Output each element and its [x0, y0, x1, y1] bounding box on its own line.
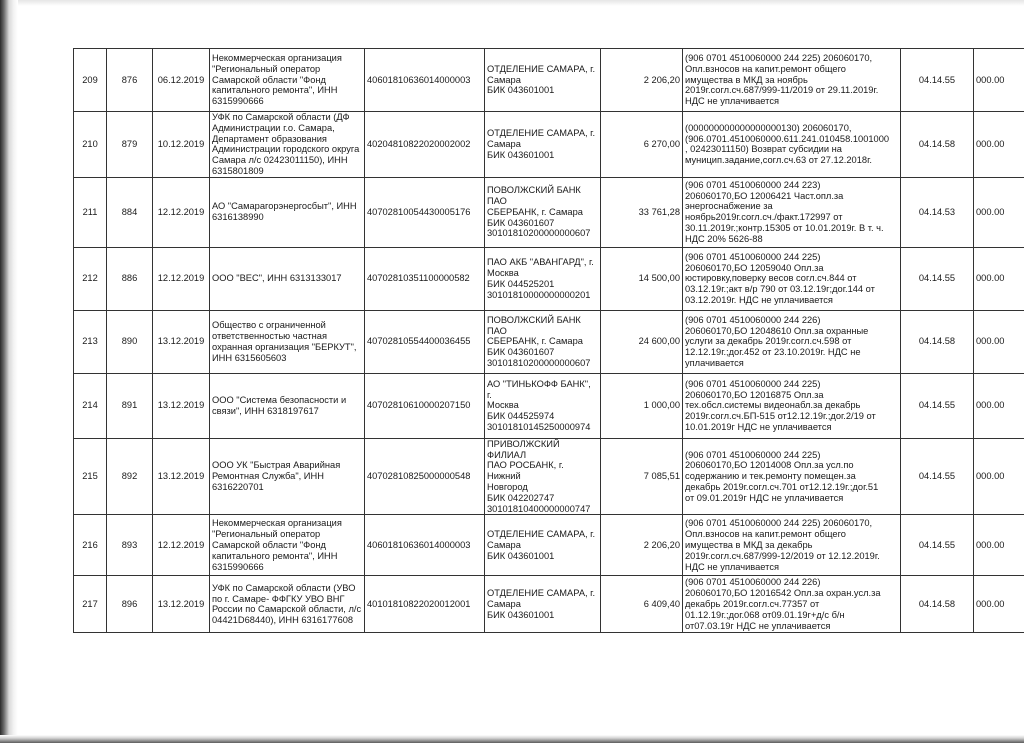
recipient-cell-line: Администрации городского округа	[212, 144, 360, 155]
document-number-cell: 886	[107, 247, 153, 310]
payment-purpose-cell-line: имущества в МКД за ноябрь	[685, 74, 808, 85]
recipient-cell-line: ООО "ВЕС", ИНН 6313133017	[212, 273, 342, 284]
document-number-cell: 893	[107, 515, 153, 576]
table-row	[74, 576, 1024, 633]
bank-cell-line: Москва	[487, 267, 519, 278]
extra-code-cell: 000.00	[974, 247, 1024, 310]
document-number-cell: 896	[107, 576, 153, 633]
extra-code-cell: 000.00	[974, 177, 1024, 247]
budget-code-cell: 04.14.58	[901, 310, 974, 373]
extra-code-cell: 000.00	[974, 310, 1024, 373]
bank-cell-line: ПОВОЛЖСКИЙ БАНК ПАО	[487, 185, 581, 207]
payment-purpose-cell-line: 206060170,БО 12048610 Опл.за охранные	[685, 325, 869, 336]
document-number-cell: 892	[107, 438, 153, 515]
scan-top-strip	[0, 0, 1024, 6]
recipient-cell-line: Департамент образования	[212, 133, 327, 144]
extra-code-cell: 000.00	[974, 49, 1024, 112]
payment-purpose-cell-line: муницип.задание,согл.сч.63 от 27.12.2018г.	[685, 155, 872, 166]
payment-date-cell: 13.12.2019	[153, 310, 210, 373]
payment-purpose-cell-line: (906 0701 4510060000 244 225) 206060170,	[685, 518, 873, 529]
bank-cell-line: Москва	[487, 400, 519, 411]
bank-cell-line: БИК 043601001	[487, 149, 555, 160]
bank-cell-line: ПРИВОЛЖСКИЙ ФИЛИАЛ	[487, 438, 560, 460]
payment-purpose-cell	[683, 112, 901, 178]
account-number-cell: 40702810054430005176	[365, 177, 485, 247]
payment-purpose-cell-line: энергоснабжение за	[685, 201, 773, 212]
payment-purpose-cell-line: 2019г.согл.сч.687/999-11/2019 от 29.11.2019г.	[685, 85, 879, 96]
bank-cell-line: 30101810400000000747	[487, 503, 591, 514]
extra-code-cell: 000.00	[974, 373, 1024, 438]
payment-purpose-cell-line: от07.03.19г НДС не уплачивается	[685, 620, 831, 631]
payment-purpose-cell-line: (906 0701 4510060000 244 225)	[685, 449, 821, 460]
amount-cell: 24 600,00	[601, 310, 683, 373]
account-number-cell: 40204810822020002002	[365, 112, 485, 178]
amount-cell: 1 000,00	[601, 373, 683, 438]
recipient-cell	[210, 310, 365, 373]
recipient-cell-line: УФК по Самарской области (УВО	[212, 582, 356, 593]
bank-cell-line: ОТДЕЛЕНИЕ САМАРА, г.	[487, 588, 596, 599]
bank-cell-line: БИК 043601001	[487, 609, 555, 620]
bank-cell-line: 30101810145250000974	[487, 421, 591, 432]
scan-left-edge	[0, 0, 18, 743]
table-row	[74, 112, 1024, 178]
table-row	[74, 247, 1024, 310]
budget-code-cell: 04.14.55	[901, 438, 974, 515]
table-row	[74, 373, 1024, 438]
account-number-cell: 40702810554400036455	[365, 310, 485, 373]
recipient-cell-line: 6315990666	[212, 561, 264, 572]
payment-purpose-cell-line: 206060170,БО 12014008 Опл.за усл.по	[685, 460, 854, 471]
payment-purpose-cell-line: 206060170,БО 12059040 Опл.за	[685, 262, 824, 273]
payment-purpose-cell-line: (000000000000000000130) 206060170,	[685, 122, 852, 133]
table-row	[74, 177, 1024, 247]
payment-purpose-cell-line: юстировку,поверку весов согл.сч.844 от	[685, 273, 857, 284]
payment-purpose-cell	[683, 576, 901, 633]
document-number-cell: 891	[107, 373, 153, 438]
payment-purpose-cell-line: 10.01.2019г НДС не уплачивается	[685, 421, 832, 432]
payment-purpose-cell-line: (906.0701.4510060000.611.241.010458.1001000	[685, 133, 890, 144]
amount-cell: 14 500,00	[601, 247, 683, 310]
recipient-cell-line: Ремонтная Служба", ИНН	[212, 471, 324, 482]
bank-cell	[485, 247, 601, 310]
payment-purpose-cell-line: 30.11.2019г.;контр.15305 от 10.01.2019г. В т. ч.	[685, 223, 884, 234]
row-number-cell: 210	[74, 112, 107, 178]
recipient-cell-line: ИНН 6315605603	[212, 352, 287, 363]
bank-cell-line: ПОВОЛЖСКИЙ БАНК ПАО	[487, 314, 581, 336]
payment-purpose-cell-line: (906 0701 4510060000 244 223)	[685, 179, 821, 190]
payment-purpose-cell-line: декабрь 2019г.согл.сч.77357 от	[685, 598, 820, 609]
bank-cell	[485, 310, 601, 373]
row-number-cell: 213	[74, 310, 107, 373]
bank-cell-line: Самара	[487, 598, 521, 609]
payment-date-cell: 13.12.2019	[153, 438, 210, 515]
extra-code-cell: 000.00	[974, 438, 1024, 515]
payment-purpose-cell-line: 2019г.согл.сч.687/999-12/2019 от 12.12.2019г.	[685, 550, 880, 561]
payment-purpose-cell	[683, 247, 901, 310]
recipient-cell	[210, 576, 365, 633]
payment-date-cell: 06.12.2019	[153, 49, 210, 112]
bank-cell-line: 30101810200000000607	[487, 357, 591, 368]
recipient-cell-line: УФК по Самарской области (ДФ	[212, 112, 350, 122]
payment-purpose-cell-line: имущества в МКД за декабрь	[685, 539, 813, 550]
recipient-cell-line: связи", ИНН 6318197617	[212, 405, 319, 416]
bank-cell-line: Самара	[487, 539, 521, 550]
bank-cell-line: БИК 043601607	[487, 217, 555, 228]
budget-code-cell: 04.14.53	[901, 177, 974, 247]
recipient-cell-line: охранная организация "БЕРКУТ",	[212, 341, 357, 352]
payment-purpose-cell-line: НДС 20% 5626-88	[685, 233, 763, 244]
bank-cell	[485, 515, 601, 576]
recipient-cell-line: "Региональный оператор	[212, 63, 321, 74]
bank-cell-line: Самара	[487, 74, 521, 85]
amount-cell: 7 085,51	[601, 438, 683, 515]
budget-code-cell: 04.14.55	[901, 515, 974, 576]
amount-cell: 2 206,20	[601, 49, 683, 112]
recipient-cell-line: Некоммерческая организация	[212, 53, 342, 63]
table-row	[74, 49, 1024, 112]
bank-cell-line: 30101810000000000201	[487, 289, 591, 300]
amount-cell: 33 761,28	[601, 177, 683, 247]
bank-cell-line: ПАО АКБ "АВАНГАРД", г.	[487, 257, 594, 268]
recipient-cell-line: ООО УК "Быстрая Аварийная	[212, 460, 341, 471]
recipient-cell-line: 6316220701	[212, 481, 264, 492]
bank-cell-line: АО "ТИНЬКОФФ БАНК", г.	[487, 378, 591, 400]
scan-bottom-edge	[0, 735, 1024, 743]
bank-cell-line: ОТДЕЛЕНИЕ САМАРА, г.	[487, 63, 596, 74]
payment-purpose-cell-line: 206060170,БО 12006421 Част.опл.за	[685, 190, 844, 201]
payment-purpose-cell	[683, 515, 901, 576]
recipient-cell	[210, 438, 365, 515]
account-number-cell: 40702810351100000582	[365, 247, 485, 310]
recipient-cell-line: ООО "Система безопасности и	[212, 394, 347, 405]
recipient-cell-line: АО "Самарагорэнергосбыт", ИНН	[212, 201, 357, 212]
bank-cell	[485, 177, 601, 247]
bank-cell-line: ОТДЕЛЕНИЕ САМАРА, г.	[487, 529, 596, 540]
recipient-cell-line: 6316138990	[212, 212, 264, 223]
payment-purpose-cell-line: (906 0701 4510060000 244 226)	[685, 577, 821, 588]
payment-purpose-cell-line: содержанию и тек.ремонту помещен.за	[685, 471, 856, 482]
recipient-cell	[210, 247, 365, 310]
budget-code-cell: 04.14.55	[901, 247, 974, 310]
table-row	[74, 438, 1024, 515]
document-number-cell: 884	[107, 177, 153, 247]
row-number-cell: 211	[74, 177, 107, 247]
payment-purpose-cell	[683, 310, 901, 373]
table-row	[74, 515, 1024, 576]
payment-purpose-cell-line: 03.12.2019г. НДС не уплачивается	[685, 294, 833, 305]
payment-date-cell: 12.12.2019	[153, 177, 210, 247]
payments-table-body	[74, 49, 1024, 633]
amount-cell: 6 409,40	[601, 576, 683, 633]
payment-purpose-cell-line: ноябрь2019г.согл.сч./факт.172997 от	[685, 212, 843, 223]
payment-purpose-cell-line: Опл.взносов на капит.ремонт общего	[685, 529, 846, 540]
payment-date-cell: 10.12.2019	[153, 112, 210, 178]
bank-cell-line: БИК 043601607	[487, 347, 555, 358]
recipient-cell-line: России по Самарской области, л/с	[212, 604, 362, 615]
recipient-cell-line: Некоммерческая организация	[212, 518, 342, 529]
payment-purpose-cell-line: декабрь 2019г.согл.сч.701 от12.12.19г.;дог.51	[685, 481, 879, 492]
recipient-cell-line: Самара л/с 02423011150), ИНН	[212, 155, 348, 166]
row-number-cell: 209	[74, 49, 107, 112]
recipient-cell-line: по г. Самаре- ФФГКУ УВО ВНГ	[212, 593, 345, 604]
recipient-cell-line: 04421D68440), ИНН 6316177608	[212, 615, 354, 626]
payment-purpose-cell-line: 206060170,БО 12016542 Опл.за охран.усл.за	[685, 588, 881, 599]
payment-purpose-cell	[683, 177, 901, 247]
row-number-cell: 216	[74, 515, 107, 576]
payment-purpose-cell-line: (906 0701 4510060000 244 226)	[685, 314, 821, 325]
bank-cell-line: БИК 044525974	[487, 411, 555, 422]
payment-purpose-cell	[683, 438, 901, 515]
budget-code-cell: 04.14.55	[901, 373, 974, 438]
payment-purpose-cell-line: (906 0701 4510060000 244 225) 206060170,	[685, 53, 873, 63]
payment-purpose-cell	[683, 49, 901, 112]
bank-cell-line: ПАО РОСБАНК, г. Нижний	[487, 460, 564, 482]
extra-code-cell: 000.00	[974, 112, 1024, 178]
recipient-cell	[210, 515, 365, 576]
document-number-cell: 876	[107, 49, 153, 112]
account-number-cell: 40702810610000207150	[365, 373, 485, 438]
payment-purpose-cell-line: 03.12.19г.;акт в/р 790 от 03.12.19г;дог.144 от	[685, 284, 875, 295]
payment-purpose-cell-line: Опл.взносов на капит.ремонт общего	[685, 63, 846, 74]
recipient-cell-line: Самарской области "Фонд	[212, 74, 326, 85]
document-number-cell: 890	[107, 310, 153, 373]
payment-purpose-cell-line: , 02423011150) Возврат субсидии на	[685, 144, 842, 155]
budget-code-cell: 04.14.58	[901, 112, 974, 178]
payment-purpose-cell-line: услуги за декабрь 2019г.согл.сч.598 от	[685, 336, 852, 347]
recipient-cell-line: ответственностью частная	[212, 330, 327, 341]
row-number-cell: 212	[74, 247, 107, 310]
recipient-cell-line: Администрации г.о. Самара,	[212, 122, 335, 133]
row-number-cell: 214	[74, 373, 107, 438]
recipient-cell	[210, 112, 365, 178]
bank-cell-line: БИК 042202747	[487, 492, 555, 503]
table-row	[74, 310, 1024, 373]
recipient-cell-line: 6315990666	[212, 96, 264, 107]
bank-cell-line: ОТДЕЛЕНИЕ САМАРА, г.	[487, 128, 596, 139]
account-number-cell: 40101810822020012001	[365, 576, 485, 633]
recipient-cell-line: 6315801809	[212, 165, 264, 176]
bank-cell-line: БИК 043601001	[487, 85, 555, 96]
bank-cell-line: СБЕРБАНК, г. Самара	[487, 206, 583, 217]
amount-cell: 6 270,00	[601, 112, 683, 178]
recipient-cell	[210, 49, 365, 112]
payment-date-cell: 13.12.2019	[153, 373, 210, 438]
account-number-cell: 40702810825000000548	[365, 438, 485, 515]
row-number-cell: 215	[74, 438, 107, 515]
document-number-cell: 879	[107, 112, 153, 178]
recipient-cell-line: Общество с ограниченной	[212, 320, 326, 331]
payment-purpose-cell-line: от 09.01.2019г НДС не уплачивается	[685, 492, 844, 503]
payment-purpose-cell-line: (906 0701 4510060000 244 225)	[685, 251, 821, 262]
payments-table	[73, 48, 1024, 633]
bank-cell-line: 30101810200000000607	[487, 228, 591, 239]
bank-cell-line: Самара	[487, 138, 521, 149]
recipient-cell-line: капитального ремонта", ИНН	[212, 550, 338, 561]
bank-cell-line: СБЕРБАНК, г. Самара	[487, 336, 583, 347]
payment-purpose-cell	[683, 373, 901, 438]
payment-date-cell: 13.12.2019	[153, 576, 210, 633]
account-number-cell: 40601810636014000003	[365, 515, 485, 576]
recipient-cell	[210, 373, 365, 438]
payment-purpose-cell-line: НДС не уплачивается	[685, 561, 780, 572]
budget-code-cell: 04.14.58	[901, 576, 974, 633]
payment-purpose-cell-line: тех.обсл.системы видеонабл.за декабрь	[685, 400, 861, 411]
recipient-cell-line: "Региональный оператор	[212, 529, 321, 540]
payment-date-cell: 12.12.2019	[153, 515, 210, 576]
recipient-cell	[210, 177, 365, 247]
bank-cell-line: БИК 044525201	[487, 278, 555, 289]
payment-purpose-cell-line: 12.12.19г.;дог.452 от 23.10.2019г. НДС не	[685, 347, 861, 358]
bank-cell-line: Новгород	[487, 481, 528, 492]
payment-purpose-cell-line: НДС не уплачивается	[685, 96, 780, 107]
amount-cell: 2 206,20	[601, 515, 683, 576]
payment-purpose-cell-line: уплачивается	[685, 357, 744, 368]
budget-code-cell: 04.14.55	[901, 49, 974, 112]
payment-purpose-cell-line: (906 0701 4510060000 244 225)	[685, 378, 821, 389]
bank-cell	[485, 49, 601, 112]
bank-cell-line: БИК 043601001	[487, 550, 555, 561]
payment-purpose-cell-line: 01.12.19г.;дог.068 от09.01.19г+д/с б/н	[685, 609, 845, 620]
payment-date-cell: 12.12.2019	[153, 247, 210, 310]
bank-cell	[485, 112, 601, 178]
extra-code-cell: 000.00	[974, 515, 1024, 576]
recipient-cell-line: капитального ремонта", ИНН	[212, 85, 338, 96]
bank-cell	[485, 438, 601, 515]
payment-purpose-cell-line: 206060170,БО 12016875 Опл.за	[685, 389, 824, 400]
payment-purpose-cell-line: 2019г.согл.сч.БП-515 от12.12.19г.;дог.2/19 от	[685, 411, 876, 422]
bank-cell	[485, 373, 601, 438]
account-number-cell: 40601810636014000003	[365, 49, 485, 112]
recipient-cell-line: Самарской области "Фонд	[212, 539, 326, 550]
row-number-cell: 217	[74, 576, 107, 633]
extra-code-cell: 000.00	[974, 576, 1024, 633]
bank-cell	[485, 576, 601, 633]
